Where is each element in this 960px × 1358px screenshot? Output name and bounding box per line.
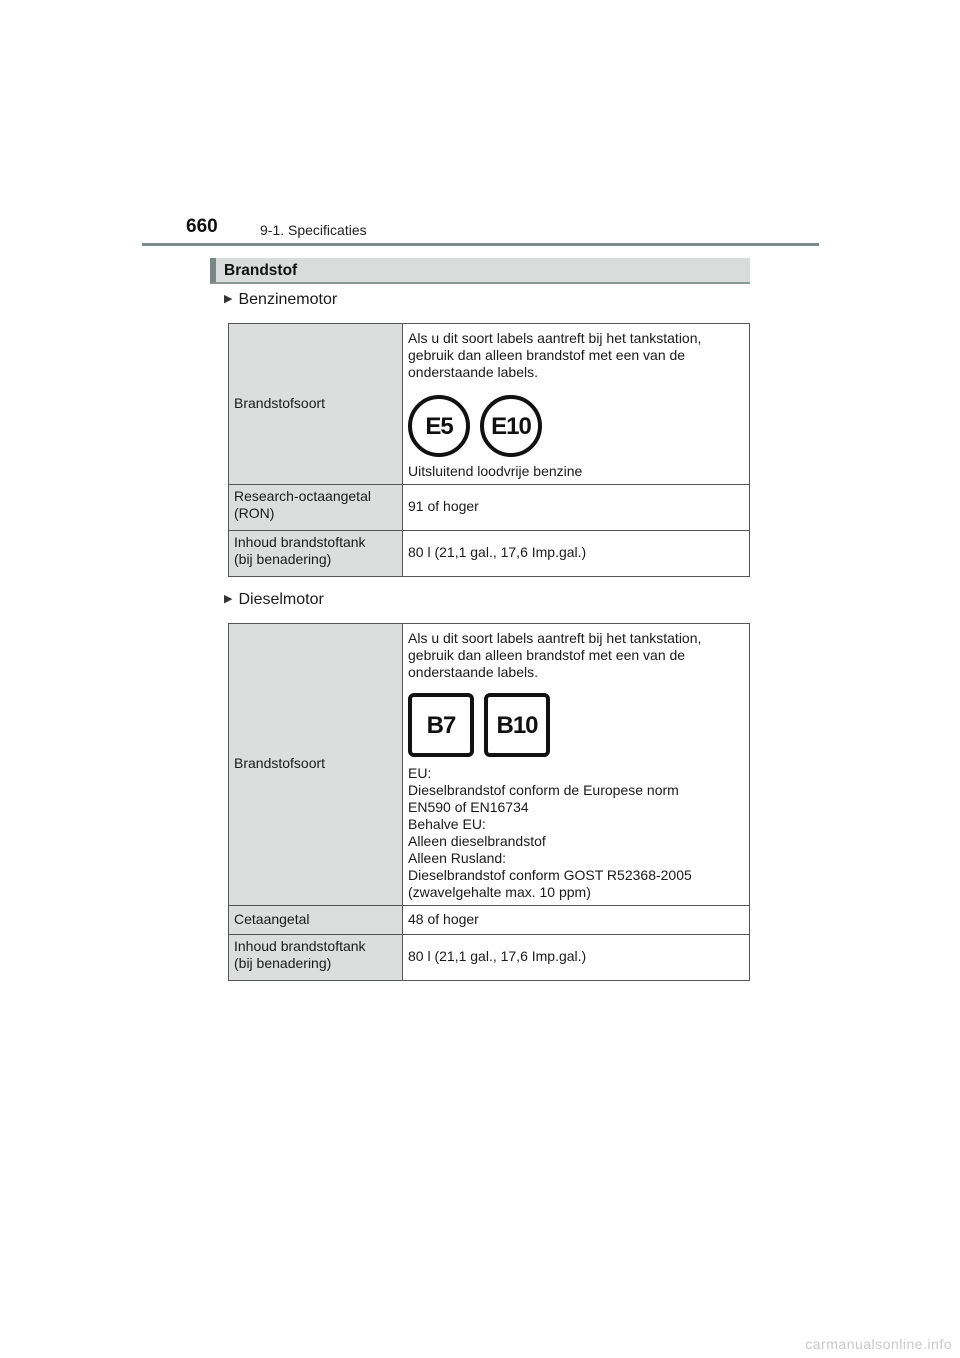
diesel-subheading [224,591,324,609]
table-row [229,324,750,485]
fuel-type-intro: Als u dit soort labels aantreft bij het tankstation, gebruik dan alleen brandstof met een van de onderstaande labels. [408,330,702,380]
e5-badge: E5 [408,395,470,457]
watermark: carmanualsonline.info [805,1336,952,1352]
tank-capacity-value: 80 l (21,1 gal., 17,6 Imp.gal.) [403,531,750,577]
fuel-type-label: Brandstofsoort [229,324,403,485]
fuel-type-note: Uitsluitend loodvrije benzine [408,463,583,479]
note-line: Alleen Rusland: [408,850,507,866]
table-row [229,624,750,906]
fuel-type-value [403,624,750,906]
note-line: EN590 of EN16734 [408,799,529,815]
octane-label: Research-octaangetal (RON) [229,485,403,531]
chapter-title: 9-1. Specificaties [260,222,367,238]
table-row [229,531,750,577]
note-line: (zwavelgehalte max. 10 ppm) [408,884,591,900]
fuel-type-label: Brandstofsoort [229,624,403,906]
b7-badge: B7 [408,693,474,757]
tank-capacity-label: Inhoud brandstoftank (bij benadering) [229,531,403,577]
tank-capacity-label: Inhoud brandstoftank (bij benadering) [229,935,403,981]
tank-capacity-value: 80 l (21,1 gal., 17,6 Imp.gal.) [403,935,750,981]
header-rule [142,243,819,246]
diesel-spec-table [228,623,750,981]
petrol-subheading-label: Benzinemotor [238,291,338,308]
triangle-right-icon: ▶ [224,293,233,305]
note-line: EU: [408,765,432,781]
table-row [229,935,750,981]
section-heading: Brandstof [210,258,750,284]
note-line: Dieselbrandstof conform de Europese norm [408,782,679,798]
note-line: Alleen dieselbrandstof [408,833,546,849]
note-line: Behalve EU: [408,816,486,832]
petrol-spec-table [228,323,750,577]
petrol-subheading [224,291,337,309]
page-number: 660 [186,216,218,237]
diesel-subheading-label: Dieselmotor [238,591,324,608]
triangle-right-icon: ▶ [224,593,233,605]
fuel-type-value [403,324,750,485]
note-line: Dieselbrandstof conform GOST R52368-2005 [408,867,692,883]
e10-badge: E10 [480,395,542,457]
table-row [229,906,750,935]
cetane-value: 48 of hoger [403,906,750,935]
cetane-label: Cetaangetal [229,906,403,935]
b10-badge: B10 [484,693,550,757]
fuel-label-badges [408,693,744,757]
fuel-label-badges [408,395,744,457]
table-row [229,485,750,531]
fuel-type-intro: Als u dit soort labels aantreft bij het tankstation, gebruik dan alleen brandstof met een van de onderstaande labels. [408,630,702,680]
octane-value: 91 of hoger [403,485,750,531]
